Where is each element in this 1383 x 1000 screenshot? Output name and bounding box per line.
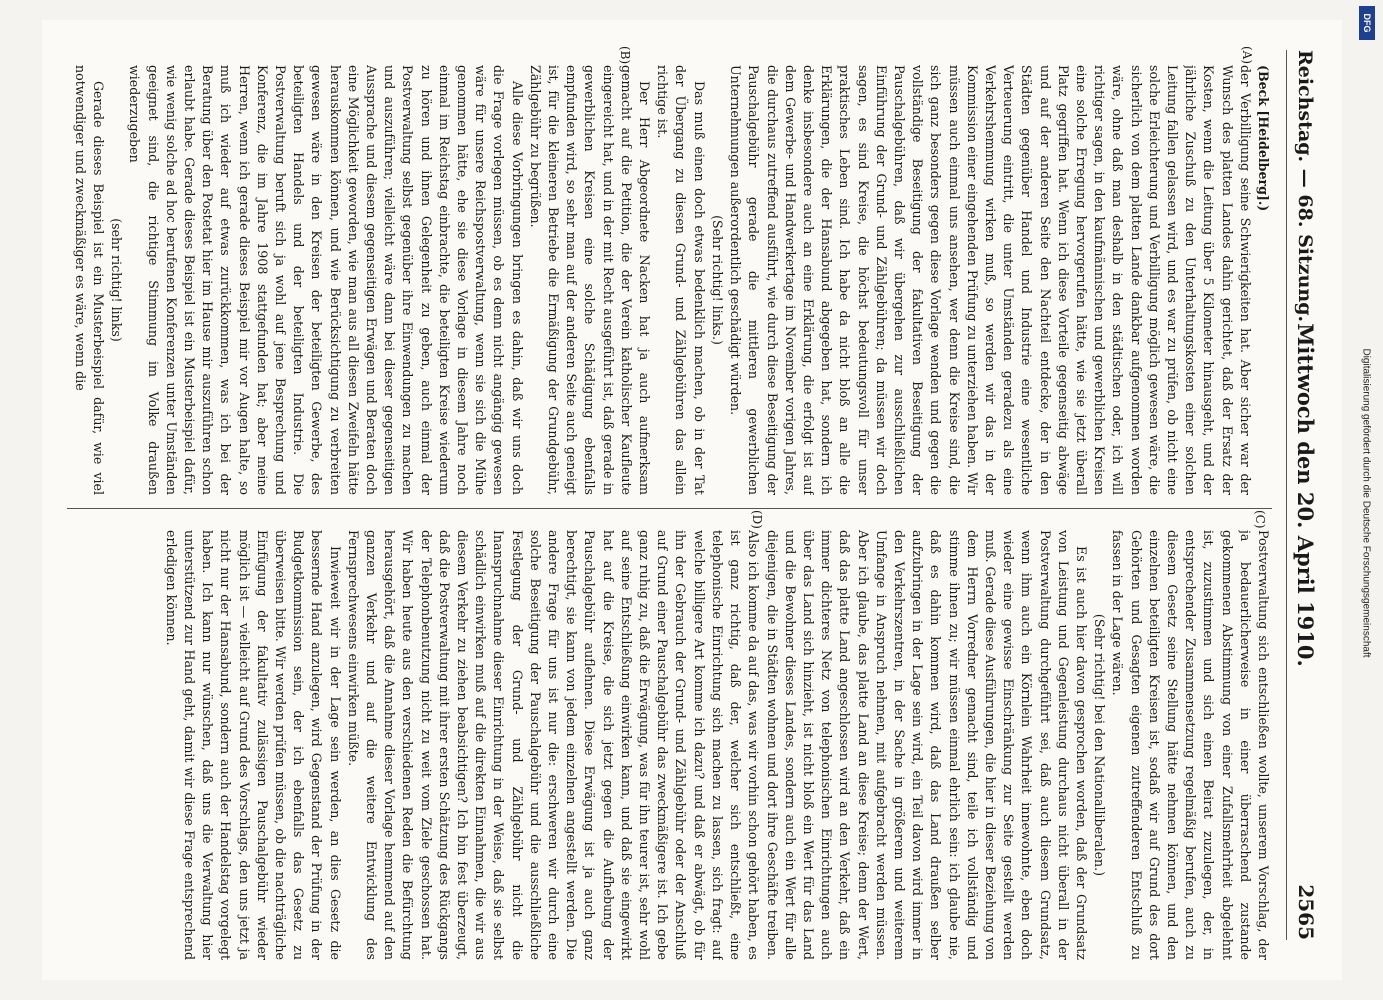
header-date: Mittwoch den 20. April 1910.: [1292, 323, 1318, 667]
margin-marker-a: (A): [1239, 46, 1254, 65]
column-divider: [67, 508, 1272, 509]
paragraph: Postverwaltung sich entschließen wollte, unserem Vorschlag, der ja bedauerlicherweise in einer überraschend zustande gekommenen Abstimmung von einer Zufallsmehrheit abgelehnt ist, zuzustimmen und sich einen Beirat zuzulegen, der, in entsprechender Zusammensetzung regelmäßig berufen, auch zu diesem Gesetz seine Stellung hätte nehmen können, und den einzelnen beteiligten Kreisen ist, sodaß wir auf Grund des dort Gehörten und Gesagten eigenen zutreffenderen Entschluß zu fassen in der Lage wären.: [1109, 530, 1271, 960]
right-column: [67, 530, 1272, 960]
paragraph: der Verbilligung seine Schwierigkeiten hat. Aber sicher war der Wunsch des platten Landes dahin gerichtet, daß der Ersatz der Kosten, wenn die Leitung über 5 Kilometer hinausgeht, und der jährliche Zuschuß zu den Unterhaltungskosten einer solchen Leitung fallen gelassen wird, und es war zu prüfen, ob nicht eine solche Erleichterung und Verbilligung möglich gewesen wäre, die sicherlich von dem platten Lande dankbar aufgenommen worden wäre, ohne daß man deshalb in den städtischen oder, ich will richtiger sagen, in den kaufmännischen und gewerblichen Kreisen eine solche Erregung hervorgerufen hätte, wie sie jetzt überall Platz gegriffen hat. Wenn ich diese Vorteile gegenseitig abwäge und auf der anderen Seite den Nachteil entdecke, der in den Städten gegenüber Handel und Industrie eine wesentliche Verteuerung eintritt, die unter Umständen geradezu als eine Verkehrshemmung wirken muß, so werden wir das in der Kommission einer eingehenden Prüfung zu unterziehen haben. Wir müssen auch einmal uns ansehen, wer denn die Kreise sind, die sich ganz besonders gegen diese Vorlage wenden und gegen die vollständige Beseitigung der fakultativen Beseitigung der Pauschalgebühren, daß wir übergehen zur ausschließlichen Einführung der Grund- und Zählgebühren; da müssen wir doch sagen, es sind Kreise, die höchst bedeutungsvoll für unser praktisches Leben sind. Ich habe da nicht bloß an alle die Erklärungen, die der Hansabund abgegeben hat, sondern ich denke insbesondere auch an eine Erklärung, die erfolgt ist auf dem Gewerbe- und Handwerkertage im November vorigen Jahres, die durchaus zutreffend ausführt, wie durch diese Beseitigung der Pauschalgebühr gerade die mittleren gewerblichen Unternehmungen außerordentlich geschädigt würden.: [727, 65, 1253, 495]
interjection: (Sehr richtig! links.): [709, 215, 725, 345]
document-page: [42, 20, 1342, 980]
paragraph: Alle diese Vorbringungen bringen es dahin, daß wir uns doch die Frage vorlegen müssen, ob es denn nicht angängig gewesen wäre für unsere Reichspostverwaltung, wenn sie sich die Mühe genommen hätte, ehe sie diese Vorlage in diesem Jahre noch einmal im Reichstag einbrachte, die beteiligten Kreise wiederum zu hören und ihnen Gelegenheit zu geben, auch einmal der Postverwaltung selbst gegenüber ihre Einwendungen zu machen und auszuführen; vielleicht wäre dann bei dieser gegenseitigen Aussprache und diesem gegenseitigen Erwägen und Beraten doch eine Möglichkeit geworden, wie man aus all diesen Zweifeln hätte herauskommen können, und wie Berücksichtigung zu verbreiten gewesen wäre in den Kreisen der beteiligten Gewerbe, des beteiligten Handels und der beteiligten Industrie. Die Postverwaltung beruft sich ja wohl auf jene Besprechung und Konferenz, die im Jahre 1908 stattgefunden hat; aber meine Herren, wenn ich gerade dieses Beispiel mir vor Augen halte, so muß ich wieder auf etwas zurückkommen, was ich bei der Beratung über den Postetat hier im Hause mir auszuführen schon erlaubt habe. Gerade dieses Beispiel ist ein Musterbeispiel dafür, wie wenig solche ad hoc berufenen Konferenzen unter Umständen geeignet sind, die richtige Stimmung im Volke draußen wiederzugeben: [126, 65, 525, 495]
dfg-logo-text: DFG: [1362, 13, 1372, 33]
dfg-logo: [1359, 6, 1375, 40]
paragraph: Es ist auch hier davon gesprochen worden, daß der Grundsatz von Leistung und Gegenleistung durchaus nicht überall in der Postverwaltung durchgeführt sei, daß auch diesem Grundsatz, wenn ihm auch ein Körnlein Wahrheit innewohnte, eben doch wieder eine gewisse Einschränkung zur Seite gestellt werden muß. Gerade diese Ausführungen, die hier in dieser Beziehung von dem Herrn Vorredner gemacht sind, teile ich vollständig und stimme ihnen zu; wir müssen einmal ehrlich sein: ich glaube nie, daß es dahin kommen wird, daß das Land draußen selber aufzubringen in der Lage sein wird, ein Teil davon wird immer in den Verkehrszentren, in der Sache in größerem und weiterem Umfange in Anspruch nehmen, mit aufgebracht werden müssen. Aber ich glaube, das platte Land an diese Kreise; denn der Wert, daß das platte Land angeschlossen wird an den Verkehr, daß ein immer dichteres Netz von telephonischen Einrichtungen auch über das Land sich hinzieht, ist nicht bloß ein Wert für das Land und die Bewohner dieses Landes, sondern auch ein Wert für alle diejenigen, die in Städten wohnen und dort ihre Geschäfte treiben. Also ich komme da auf das, was wir vorhin schon gehört haben, es ist ganz richtig, daß der, welcher sich entschließt, eine telephonische Einrichtung sich machen zu lassen, sich fragt: auf welche billigere Art komme ich dazu? und daß er abwägt, ob für ihn der Gebrauch der Grund- und Zählgebühr oder der Anschluß auf Grund einer Pauschalgebühr das zweckmäßigere ist. Ich gebe ganz ruhig zu, daß die Erwägung, was für ihn teurer ist, sehr wohl auf seine Entschließung einwirken kann, und daß sie eingewirkt hat auf die Kreise, die sich jetzt gegen die Aufhebung der Pauschalgebühr auflehnen. Diese Erwägung ist ja auch ganz berechtigt, sie kann von jedem einzelnen angestellt werden. Die andere Frage für uns ist nur die: erschweren wir durch eine solche Beseitigung der Pauschalgebühr und die ausschließliche Festlegung der Grund- und Zählgebühr nicht die Inanspruchnahme dieser Einrichtung in der Weise, daß sie selbst schädlich einwirken muß auf die direkten Einnahmen, die wir aus diesem Verkehr zu ziehen beabsichtigen? Ich bin fest überzeugt, daß die Postverwaltung mit ihrer ersten Schätzung des Rückgangs der Telephonbenutzung nicht zu weit vom Ziele geschossen hat. Wir haben heute aus den verschiedenen Reden die Befürchtung herausgehört, daß die Annahme dieser Vorlage hemmend auf den ganzen Verkehr und auf die weitere Entwicklung des Fernsprechwesens einwirken müßte.: [345, 530, 1089, 960]
header-session: Reichstag. — 68. Sitzung.: [1293, 50, 1316, 323]
paragraph: Inwieweit wir in der Lage sein werden, an dies Gesetz die bessernde Hand anzulegen, wird Gegenstand der Prüfung in der Budgetkommission sein, der ich ebenfalls das Gesetz zu überweisen bitte. Wir werden prüfen müssen, ob die nachträgliche Einfügung der fakultativ zulässigen Pauschalgebühr wieder möglich ist — vielleicht auf Grund des Vorschlags, den uns jetzt ja nicht nur der Hansabund, sondern auch der Handelstag vorgelegt haben. Ich kann nur wünschen, daß uns die Verwaltung hier unterstützend zur Hand geht, damit wir diese Frage entsprechend erledigen können.: [163, 530, 343, 960]
digitization-note: [1357, 8, 1375, 998]
page-number: 2565: [1293, 884, 1318, 940]
margin-marker-d: (D): [749, 510, 764, 529]
paragraph: Der Herr Abgeordnete Nacken hat ja auch aufmerksam gemacht auf die Petition, die der Verein katholischer Kaufleute eingereicht hat, und in der mit Recht ausgeführt ist, daß gerade in gewerblichen Kreisen eine solche Schädigung ebenfalls empfunden wird, so sehr man auf der anderen Seite auch geneigt ist, für die kleineren Betriebe die Ermäßigung der Grundgebühr, Zählgebühr zu begrüßen.: [527, 65, 652, 495]
left-column: [67, 65, 1272, 495]
interjection: (sehr richtig! links): [108, 218, 124, 342]
margin-marker-b: (B): [617, 46, 632, 65]
speaker-label: (Beck [Heidelberg].): [1255, 65, 1271, 212]
digitization-text: Digitalisierung gefördert durch die Deutsche Forschungsgemeinschaft: [1360, 348, 1372, 658]
header-rule: [1286, 50, 1287, 940]
paragraph: Das muß einen doch etwas bedenklich machen, ob in der Tat der Übergang zu diesen Grund- und Zählgebühren das allein richtige ist.: [654, 65, 707, 495]
paragraph: Gerade dieses Beispiel ist ein Musterbeispiel dafür, wie viel notwendiger und zweckmäßiger es wäre, wenn die: [72, 65, 106, 495]
page-header: [1284, 50, 1324, 940]
margin-marker-c: (C): [1252, 510, 1267, 529]
interjection: (Sehr richtig! bei den Nationalliberalen.): [1091, 613, 1107, 877]
